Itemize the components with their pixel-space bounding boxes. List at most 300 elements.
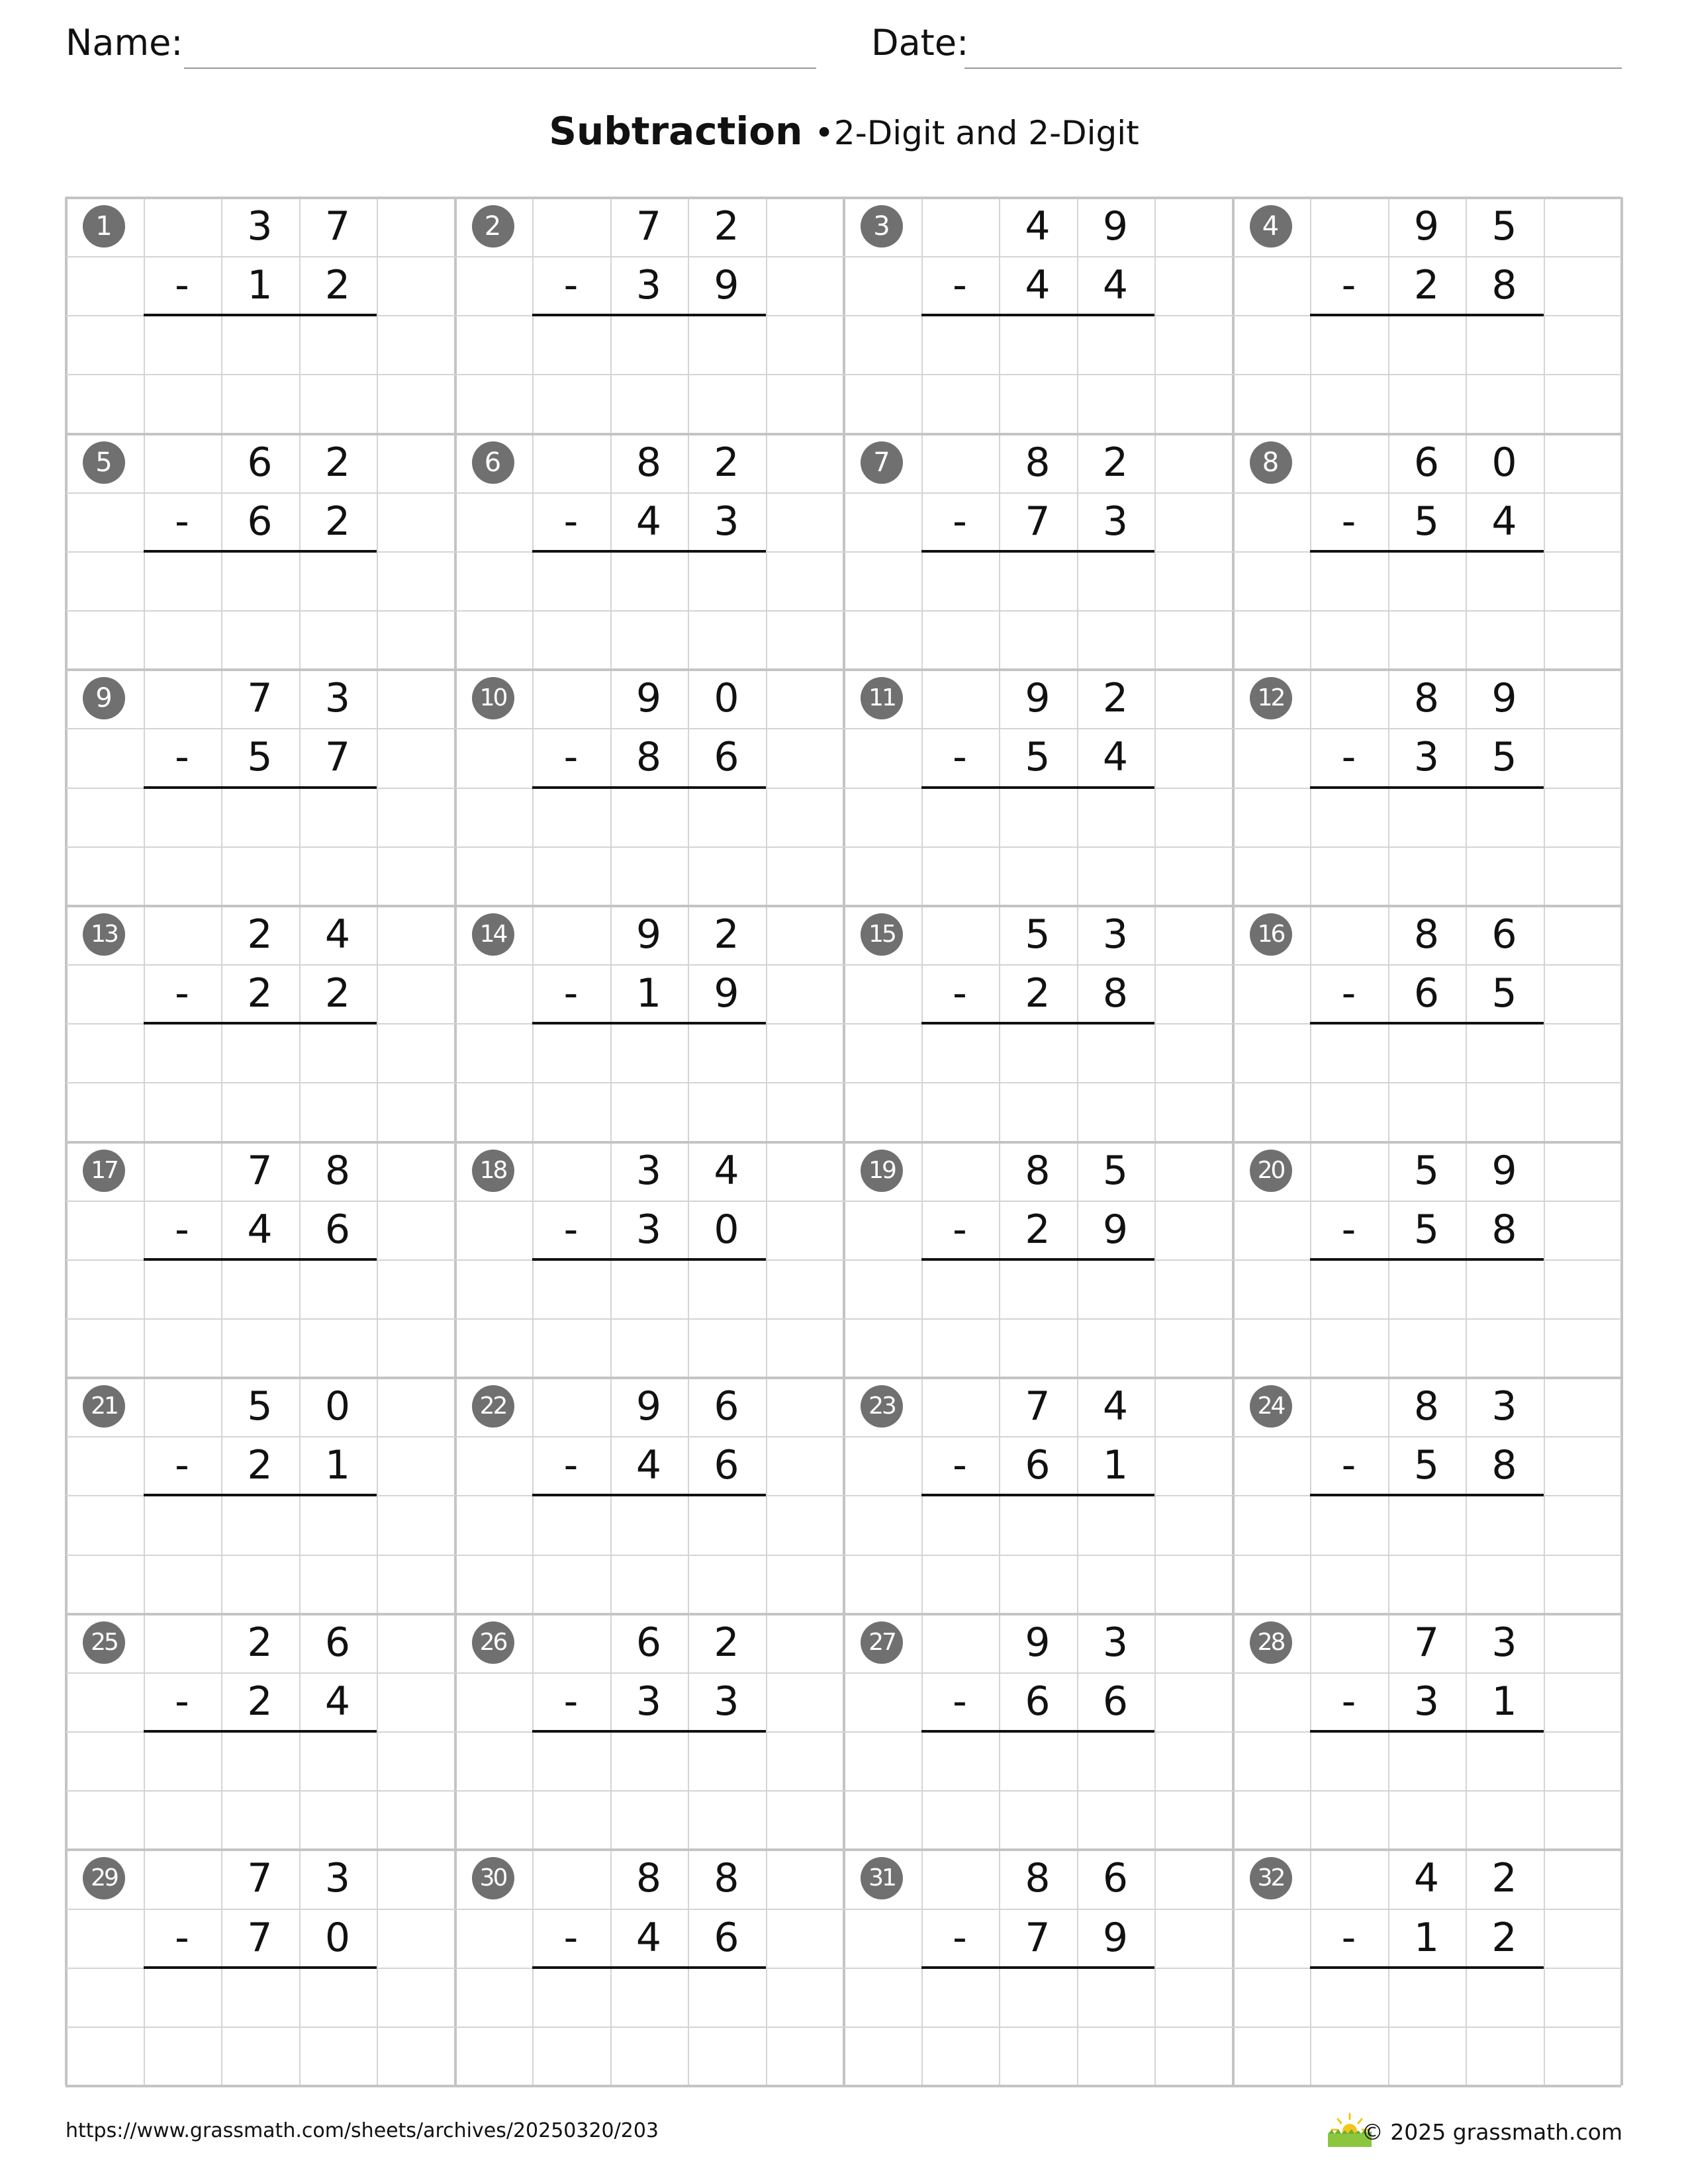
digit-cell: 1	[1102, 1442, 1129, 1489]
problem-number-badge: 27	[861, 1621, 903, 1664]
answer-cell[interactable]	[223, 1498, 297, 1551]
answer-cell[interactable]	[612, 1262, 686, 1316]
answer-cell[interactable]	[146, 1026, 220, 1079]
answer-cell[interactable]	[146, 1734, 220, 1788]
answer-cell[interactable]	[1001, 1734, 1075, 1788]
answer-cell[interactable]	[1468, 790, 1542, 844]
grid-hline	[66, 2085, 1621, 2087]
digit-cell: 2	[247, 911, 273, 958]
answer-cell[interactable]	[923, 1026, 998, 1079]
answer-cell[interactable]	[1312, 790, 1386, 844]
answer-cell[interactable]	[1468, 1734, 1542, 1788]
digit-cell: 2	[324, 439, 351, 486]
answer-cell[interactable]	[1312, 1734, 1386, 1788]
answer-line	[1310, 1022, 1544, 1024]
digit-cell: 6	[1102, 1855, 1129, 1902]
digit-cell: 8	[635, 1855, 662, 1902]
digit-cell: 2	[247, 1678, 273, 1725]
minus-sign: -	[1341, 498, 1356, 545]
minus-sign: -	[953, 970, 967, 1017]
digit-cell: 5	[1102, 1147, 1129, 1194]
problem-number-badge: 26	[472, 1621, 514, 1664]
answer-cell[interactable]	[612, 1498, 686, 1551]
answer-cell[interactable]	[301, 1262, 375, 1316]
answer-line	[921, 1258, 1155, 1261]
digit-cell: 5	[1025, 911, 1051, 958]
digit-cell: 5	[247, 1383, 273, 1430]
minus-sign: -	[175, 970, 189, 1017]
digit-cell: 4	[635, 1914, 662, 1961]
digit-cell: 8	[1102, 970, 1129, 1017]
digit-cell: 2	[247, 970, 273, 1017]
title-main: Subtraction	[549, 109, 803, 154]
answer-line	[921, 550, 1155, 553]
digit-cell: 4	[1491, 498, 1517, 545]
answer-cell[interactable]	[1079, 1262, 1153, 1316]
digit-cell: 9	[1025, 675, 1051, 722]
answer-cell[interactable]	[223, 1026, 297, 1079]
digit-cell: 8	[635, 734, 662, 781]
digit-cell: 1	[1413, 1914, 1440, 1961]
answer-cell[interactable]	[1001, 790, 1075, 844]
digit-cell: 6	[714, 734, 739, 781]
digit-cell: 8	[324, 1147, 351, 1194]
digit-cell: 3	[635, 1678, 662, 1725]
answer-line	[1310, 786, 1544, 789]
digit-cell: 6	[324, 1206, 351, 1253]
problem-number-badge: 20	[1250, 1150, 1292, 1192]
digit-cell: 4	[324, 911, 351, 958]
answer-cell[interactable]	[1079, 1970, 1153, 2024]
digit-cell: 4	[1102, 1383, 1129, 1430]
answer-cell[interactable]	[690, 1734, 764, 1788]
digit-cell: 2	[324, 262, 351, 309]
problem-number-badge: 9	[83, 677, 125, 719]
grid-hline	[66, 2026, 1621, 2028]
digit-cell: 9	[1491, 1147, 1517, 1194]
digit-cell: 7	[1025, 1914, 1051, 1961]
answer-cell[interactable]	[690, 1970, 764, 2024]
digit-cell: 9	[635, 675, 662, 722]
answer-cell[interactable]	[923, 554, 998, 608]
answer-cell[interactable]	[301, 790, 375, 844]
digit-cell: 2	[1491, 1855, 1517, 1902]
minus-sign: -	[175, 1442, 189, 1489]
digit-cell: 6	[1025, 1442, 1051, 1489]
digit-cell: 3	[714, 498, 739, 545]
digit-cell: 3	[1413, 1678, 1440, 1725]
problem-number-badge: 12	[1250, 677, 1292, 719]
digit-cell: 6	[247, 439, 273, 486]
date-line[interactable]	[964, 68, 1622, 69]
answer-line	[1310, 1494, 1544, 1496]
answer-cell[interactable]	[1390, 1734, 1464, 1788]
digit-cell: 9	[714, 262, 739, 309]
digit-cell: 6	[1025, 1678, 1051, 1725]
digit-cell: 4	[635, 1442, 662, 1489]
problem-number-badge: 15	[861, 913, 903, 956]
problem-number-badge: 3	[861, 205, 903, 248]
answer-cell[interactable]	[1001, 554, 1075, 608]
answer-cell[interactable]	[1312, 1262, 1386, 1316]
digit-cell: 2	[1102, 439, 1129, 486]
answer-cell[interactable]	[146, 318, 220, 371]
answer-cell[interactable]	[1468, 1026, 1542, 1079]
name-line[interactable]	[184, 68, 816, 69]
digit-cell: 9	[1102, 1914, 1129, 1961]
minus-sign: -	[563, 970, 579, 1017]
minus-sign: -	[953, 1442, 967, 1489]
digit-cell: 3	[635, 262, 662, 309]
answer-cell[interactable]	[1001, 1498, 1075, 1551]
answer-cell[interactable]	[301, 318, 375, 371]
answer-cell[interactable]	[923, 790, 998, 844]
digit-cell: 3	[1102, 498, 1129, 545]
digit-cell: 2	[1102, 675, 1129, 722]
answer-cell[interactable]	[146, 790, 220, 844]
digit-cell: 4	[1025, 262, 1051, 309]
digit-cell: 7	[1025, 1383, 1051, 1430]
digit-cell: 7	[247, 675, 273, 722]
answer-cell[interactable]	[1468, 1970, 1542, 2024]
answer-cell[interactable]	[923, 1262, 998, 1316]
problem-number-badge: 1	[83, 205, 125, 248]
problem-number-badge: 14	[472, 913, 514, 956]
answer-cell[interactable]	[1079, 554, 1153, 608]
answer-cell[interactable]	[223, 554, 297, 608]
problem-number-badge: 10	[472, 677, 514, 719]
digit-cell: 3	[1491, 1383, 1517, 1430]
digit-cell: 7	[247, 1855, 273, 1902]
answer-line	[921, 786, 1155, 789]
digit-cell: 0	[714, 1206, 739, 1253]
answer-line	[1310, 1730, 1544, 1733]
answer-line	[144, 550, 377, 553]
answer-line	[921, 1966, 1155, 1969]
answer-cell[interactable]	[534, 1970, 608, 2024]
answer-line	[532, 1022, 766, 1024]
digit-cell: 7	[247, 1914, 273, 1961]
answer-cell[interactable]	[1079, 790, 1153, 844]
answer-cell[interactable]	[1312, 1026, 1386, 1079]
answer-cell[interactable]	[1390, 1498, 1464, 1551]
answer-line	[144, 1966, 377, 1969]
digit-cell: 8	[1413, 675, 1440, 722]
digit-cell: 6	[1102, 1678, 1129, 1725]
answer-cell[interactable]	[301, 554, 375, 608]
problem-number-badge: 18	[472, 1150, 514, 1192]
answer-cell[interactable]	[223, 1734, 297, 1788]
digit-cell: 2	[1025, 1206, 1051, 1253]
answer-cell[interactable]	[223, 1262, 297, 1316]
answer-cell[interactable]	[1468, 554, 1542, 608]
digit-cell: 3	[635, 1206, 662, 1253]
digit-cell: 0	[1491, 439, 1517, 486]
answer-cell[interactable]	[223, 1970, 297, 2024]
digit-cell: 0	[324, 1383, 351, 1430]
answer-cell[interactable]	[612, 554, 686, 608]
digit-cell: 5	[1413, 498, 1440, 545]
digit-cell: 3	[635, 1147, 662, 1194]
minus-sign: -	[1341, 1914, 1356, 1961]
answer-line	[532, 1730, 766, 1733]
digit-cell: 8	[1413, 911, 1440, 958]
problem-number-badge: 24	[1250, 1385, 1292, 1428]
digit-cell: 1	[1491, 1678, 1517, 1725]
footer-url: https://www.grassmath.com/sheets/archives/20250320/203	[66, 2119, 659, 2142]
digit-cell: 3	[1413, 734, 1440, 781]
problem-number-badge: 16	[1250, 913, 1292, 956]
answer-cell[interactable]	[1468, 1262, 1542, 1316]
digit-cell: 2	[324, 498, 351, 545]
answer-cell[interactable]	[1001, 1026, 1075, 1079]
answer-line	[921, 1022, 1155, 1024]
problem-number-badge: 5	[83, 441, 125, 484]
problem-number-badge: 22	[472, 1385, 514, 1428]
digit-cell: 2	[247, 1442, 273, 1489]
digit-cell: 2	[714, 439, 739, 486]
grid-hline	[66, 1790, 1621, 1792]
minus-sign: -	[563, 1678, 579, 1725]
answer-line	[1310, 1966, 1544, 1969]
answer-line	[1310, 314, 1544, 316]
answer-cell[interactable]	[534, 1498, 608, 1551]
grid-hline	[66, 1082, 1621, 1083]
minus-sign: -	[175, 734, 189, 781]
problem-number-badge: 4	[1250, 205, 1292, 248]
problem-number-badge: 17	[83, 1150, 125, 1192]
digit-cell: 4	[1025, 203, 1051, 250]
answer-cell[interactable]	[223, 790, 297, 844]
answer-cell[interactable]	[1390, 1262, 1464, 1316]
answer-cell[interactable]	[301, 1970, 375, 2024]
minus-sign: -	[563, 498, 579, 545]
digit-cell: 7	[324, 203, 351, 250]
answer-line	[532, 550, 766, 553]
answer-cell[interactable]	[612, 1026, 686, 1079]
answer-line	[144, 1022, 377, 1024]
digit-cell: 1	[247, 262, 273, 309]
answer-cell[interactable]	[690, 1262, 764, 1316]
grid-hline	[66, 846, 1621, 848]
minus-sign: -	[175, 262, 189, 309]
minus-sign: -	[563, 734, 579, 781]
answer-cell[interactable]	[1468, 1498, 1542, 1551]
problem-number-badge: 6	[472, 441, 514, 484]
digit-cell: 8	[1025, 1147, 1051, 1194]
answer-cell[interactable]	[690, 554, 764, 608]
problem-number-badge: 13	[83, 913, 125, 956]
digit-cell: 0	[324, 1914, 351, 1961]
digit-cell: 5	[1491, 734, 1517, 781]
digit-cell: 9	[635, 911, 662, 958]
answer-cell[interactable]	[923, 1498, 998, 1551]
answer-cell[interactable]	[301, 1734, 375, 1788]
problem-number-badge: 21	[83, 1385, 125, 1428]
digit-cell: 3	[1491, 1619, 1517, 1666]
answer-cell[interactable]	[1390, 1026, 1464, 1079]
answer-cell[interactable]	[1001, 1970, 1075, 2024]
digit-cell: 1	[324, 1442, 351, 1489]
answer-line	[1310, 1258, 1544, 1261]
digit-cell: 9	[1102, 203, 1129, 250]
digit-cell: 5	[1491, 970, 1517, 1017]
problem-number-badge: 19	[861, 1150, 903, 1192]
answer-cell[interactable]	[690, 1026, 764, 1079]
digit-cell: 8	[1491, 262, 1517, 309]
page-title	[0, 109, 1688, 154]
answer-cell[interactable]	[1468, 318, 1542, 371]
digit-cell: 8	[714, 1855, 739, 1902]
digit-cell: 8	[1025, 439, 1051, 486]
problem-number-badge: 30	[472, 1857, 514, 1899]
minus-sign: -	[1341, 1442, 1356, 1489]
digit-cell: 3	[714, 1678, 739, 1725]
answer-cell[interactable]	[1079, 318, 1153, 371]
answer-line	[921, 1494, 1155, 1496]
answer-cell[interactable]	[534, 318, 608, 371]
digit-cell: 4	[714, 1147, 739, 1194]
answer-cell[interactable]	[1390, 318, 1464, 371]
answer-cell[interactable]	[534, 554, 608, 608]
answer-cell[interactable]	[1079, 1734, 1153, 1788]
digit-cell: 7	[247, 1147, 273, 1194]
answer-cell[interactable]	[923, 1734, 998, 1788]
name-label: Name:	[66, 22, 183, 64]
answer-cell[interactable]	[1312, 554, 1386, 608]
digit-cell: 3	[324, 675, 351, 722]
minus-sign: -	[1341, 1678, 1356, 1725]
answer-line	[144, 1258, 377, 1261]
digit-cell: 9	[1491, 675, 1517, 722]
answer-cell[interactable]	[1001, 318, 1075, 371]
answer-cell[interactable]	[1390, 554, 1464, 608]
digit-cell: 2	[714, 1619, 739, 1666]
digit-cell: 7	[635, 203, 662, 250]
digit-cell: 5	[1491, 203, 1517, 250]
minus-sign: -	[563, 1206, 579, 1253]
digit-cell: 2	[1025, 970, 1051, 1017]
minus-sign: -	[953, 498, 967, 545]
problem-number-badge: 8	[1250, 441, 1292, 484]
digit-cell: 6	[714, 1914, 739, 1961]
digit-cell: 6	[1491, 911, 1517, 958]
answer-cell[interactable]	[146, 554, 220, 608]
answer-cell[interactable]	[146, 1498, 220, 1551]
answer-cell[interactable]	[690, 790, 764, 844]
minus-sign: -	[953, 1206, 967, 1253]
answer-cell[interactable]	[612, 1734, 686, 1788]
answer-cell[interactable]	[1079, 1026, 1153, 1079]
digit-cell: 2	[247, 1619, 273, 1666]
grid-hline	[66, 1318, 1621, 1320]
answer-cell[interactable]	[1001, 1262, 1075, 1316]
minus-sign: -	[953, 1678, 967, 1725]
problem-number-badge: 11	[861, 677, 903, 719]
minus-sign: -	[563, 262, 579, 309]
minus-sign: -	[1341, 262, 1356, 309]
digit-cell: 4	[1102, 262, 1129, 309]
problem-number-badge: 29	[83, 1857, 125, 1899]
grid-hline	[66, 374, 1621, 375]
digit-cell: 2	[714, 203, 739, 250]
digit-cell: 2	[714, 911, 739, 958]
answer-cell[interactable]	[534, 790, 608, 844]
digit-cell: 7	[1413, 1619, 1440, 1666]
digit-cell: 0	[714, 675, 739, 722]
answer-line	[144, 1730, 377, 1733]
minus-sign: -	[953, 734, 967, 781]
minus-sign: -	[175, 1206, 189, 1253]
answer-cell[interactable]	[1390, 1970, 1464, 2024]
minus-sign: -	[1341, 734, 1356, 781]
digit-cell: 5	[247, 734, 273, 781]
answer-cell[interactable]	[301, 1498, 375, 1551]
digit-cell: 5	[1025, 734, 1051, 781]
answer-cell[interactable]	[923, 1970, 998, 2024]
answer-cell[interactable]	[146, 1262, 220, 1316]
minus-sign: -	[175, 1678, 189, 1725]
answer-line	[532, 1966, 766, 1969]
answer-cell[interactable]	[146, 1970, 220, 2024]
answer-cell[interactable]	[1079, 1498, 1153, 1551]
answer-line	[144, 1494, 377, 1496]
digit-cell: 9	[1102, 1206, 1129, 1253]
digit-cell: 6	[247, 498, 273, 545]
answer-cell[interactable]	[223, 318, 297, 371]
digit-cell: 8	[1413, 1383, 1440, 1430]
answer-cell[interactable]	[1312, 1970, 1386, 2024]
answer-cell[interactable]	[534, 1734, 608, 1788]
answer-cell[interactable]	[923, 318, 998, 371]
answer-line	[921, 314, 1155, 316]
digit-cell: 3	[324, 1855, 351, 1902]
digit-cell: 3	[1102, 1619, 1129, 1666]
problem-number-badge: 25	[83, 1621, 125, 1664]
minus-sign: -	[563, 1914, 579, 1961]
answer-cell[interactable]	[690, 1498, 764, 1551]
answer-cell[interactable]	[612, 790, 686, 844]
digit-cell: 4	[247, 1206, 273, 1253]
problem-number-badge: 32	[1250, 1857, 1292, 1899]
answer-cell[interactable]	[612, 318, 686, 371]
answer-cell[interactable]	[534, 1026, 608, 1079]
problem-grid	[66, 197, 1621, 2085]
answer-line	[1310, 550, 1544, 553]
title-separator: •	[814, 114, 834, 152]
digit-cell: 8	[1025, 1855, 1051, 1902]
answer-cell[interactable]	[1390, 790, 1464, 844]
answer-cell[interactable]	[1312, 1498, 1386, 1551]
date-label: Date:	[871, 22, 969, 64]
answer-cell[interactable]	[1312, 318, 1386, 371]
answer-cell[interactable]	[612, 1970, 686, 2024]
answer-cell[interactable]	[301, 1026, 375, 1079]
digit-cell: 1	[635, 970, 662, 1017]
digit-cell: 8	[1491, 1442, 1517, 1489]
minus-sign: -	[1341, 1206, 1356, 1253]
answer-cell[interactable]	[690, 318, 764, 371]
digit-cell: 8	[635, 439, 662, 486]
digit-cell: 4	[1102, 734, 1129, 781]
grid-hline	[66, 1555, 1621, 1556]
digit-cell: 8	[1491, 1206, 1517, 1253]
problem-number-badge: 23	[861, 1385, 903, 1428]
answer-line	[144, 314, 377, 316]
digit-cell: 2	[1413, 262, 1440, 309]
answer-cell[interactable]	[534, 1262, 608, 1316]
problem-number-badge: 2	[472, 205, 514, 248]
